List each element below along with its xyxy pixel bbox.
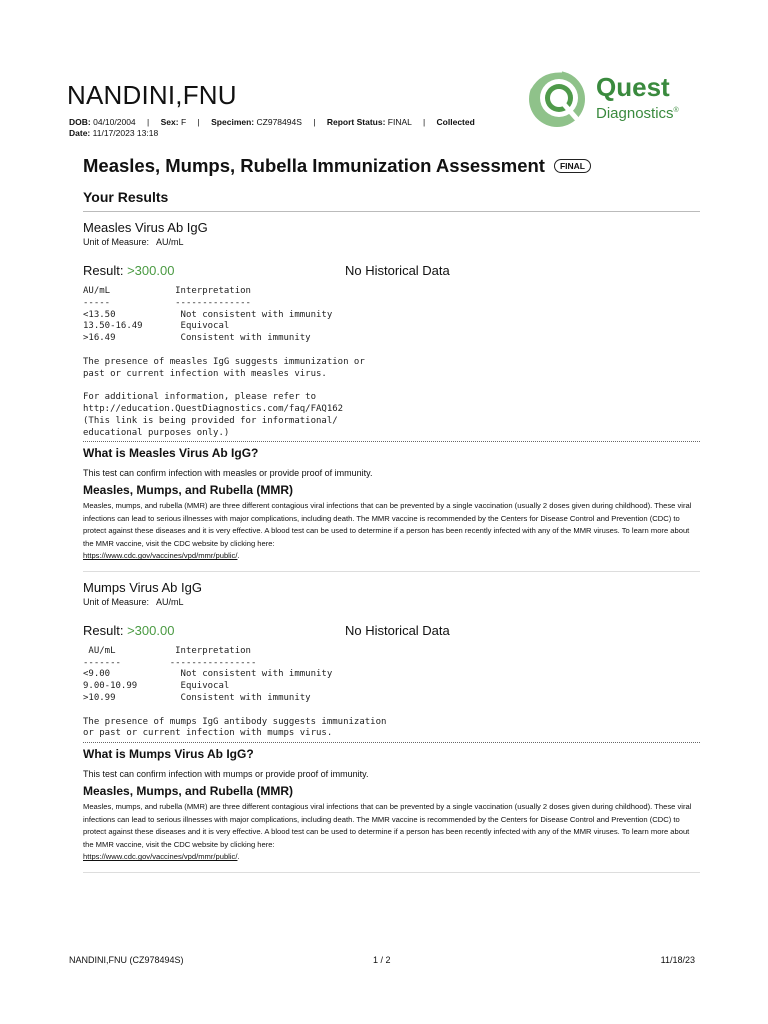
- unit-of-measure: [83, 596, 700, 608]
- registered-mark: ®: [673, 107, 679, 114]
- unit-label: Unit of Measure:: [83, 237, 150, 247]
- date-label: Date:: [69, 128, 91, 138]
- test-mumps: [83, 580, 700, 873]
- result: [83, 263, 345, 279]
- specimen-value: CZ978494S: [256, 117, 302, 127]
- cdc-link[interactable]: https://www.cdc.gov/vaccines/vpd/mmr/public/: [83, 852, 238, 862]
- patient-meta: [69, 117, 519, 139]
- dob-label: DOB:: [69, 117, 91, 127]
- mmr-heading: Measles, Mumps, and Rubella (MMR): [83, 784, 294, 799]
- report-status-value: FINAL: [387, 117, 412, 127]
- footer-patient: NANDINI,FNU (CZ978494S): [69, 955, 184, 965]
- mmr-text: Measles, mumps, and rubella (MMR) are three different contagious viral infections that can be prevented by a single vaccination (usually 2 doses given during childhood). These viral infections can lead to serious illnesses with major complications, including death. The MMR vaccine is recommended by the Centers for Disease Control and Prevention (CDC) to protect against these diseases and it is very effective. A blood test can be used to determine if a person has been recently infected with any of the MMR viruses. To learn more about the MMR vaccine, visit the CDC website by clicking here:: [83, 501, 692, 548]
- cdc-link[interactable]: https://www.cdc.gov/vaccines/vpd/mmr/public/: [83, 551, 238, 561]
- test-answer: This test can confirm infection with mumps or provide proof of immunity.: [83, 769, 369, 780]
- separator: |: [422, 117, 426, 127]
- divider: [83, 872, 700, 873]
- logo-word-quest: Quest: [596, 72, 670, 102]
- footer-date: 11/18/23: [660, 955, 695, 965]
- report-status-label: Report Status:: [326, 117, 386, 127]
- unit-value: AU/mL: [156, 237, 184, 247]
- unit-value: AU/mL: [156, 596, 184, 607]
- separator: |: [197, 117, 200, 127]
- specimen-label: Specimen:: [211, 117, 255, 127]
- result-row: [83, 623, 700, 639]
- test-name: Mumps Virus Ab IgG: [83, 579, 202, 595]
- link-period: .: [237, 551, 240, 561]
- sex-label: Sex:: [160, 117, 179, 127]
- test-measles: [83, 220, 700, 572]
- your-results-heading: Your Results: [83, 189, 700, 212]
- result-value: >300.00: [127, 263, 175, 278]
- collected-label: Collected: [436, 117, 475, 127]
- mmr-description: [83, 500, 700, 563]
- unit-of-measure: [83, 236, 700, 248]
- unit-label: Unit of Measure:: [83, 596, 150, 607]
- result: [83, 623, 345, 639]
- dob-value: 04/10/2004: [93, 117, 136, 127]
- result-label: Result:: [83, 622, 124, 638]
- patient-name: NANDINI,FNU: [67, 80, 237, 110]
- test-question: What is Measles Virus Ab IgG?: [83, 446, 259, 461]
- dotted-divider: [83, 441, 700, 442]
- footer-page-number: 1 / 2: [373, 955, 391, 965]
- separator: |: [147, 117, 150, 127]
- final-badge: FINAL: [554, 159, 591, 173]
- result-label: Result:: [83, 263, 124, 278]
- reference-ranges: AU/mL Interpretation ------- ---------------- <9.00 Not consistent with immunity 9.00-10.99 Equivocal >10.99 Consistent with immunity The presence of mumps IgG antibody suggests immunization or past or current infection with mumps virus.: [83, 645, 387, 739]
- quest-logo-icon: [526, 68, 588, 130]
- reference-ranges: AU/mL Interpretation ----- -------------- <13.50 Not consistent with immunity 13.50-16.49 Equivocal >16.49 Consistent with immunity The presence of measles IgG suggests immunization or past or current infection with measles virus. For additional information, please refer to http://education.QuestDiagnostics.com/faq/FAQ162 (This link is being provided for informational/ educational purposes only.): [83, 286, 365, 438]
- report-title-text: Measles, Mumps, Rubella Immunization Assessment: [83, 155, 545, 176]
- quest-logo: [526, 68, 706, 130]
- sex-value: F: [180, 117, 187, 127]
- report-title: [83, 152, 700, 180]
- divider: [83, 571, 700, 572]
- mmr-heading: Measles, Mumps, and Rubella (MMR): [83, 483, 294, 498]
- mmr-text: Measles, mumps, and rubella (MMR) are three different contagious viral infections that can be prevented by a single vaccination (usually 2 doses given during childhood). These viral infections can lead to serious illnesses with major complications, including death. The MMR vaccine is recommended by the Centers for Disease Control and Prevention (CDC) to protect against these diseases and it is very effective. A blood test can be used to determine if a person has been recently infected with any of the MMR viruses. To learn more about the MMR vaccine, visit the CDC website by clicking here:: [83, 802, 692, 849]
- separator: |: [313, 117, 316, 127]
- link-period: .: [237, 852, 240, 862]
- historical-data: No Historical Data: [345, 263, 450, 278]
- collected-date: 11/17/2023 13:18: [92, 128, 159, 138]
- mmr-description: [83, 801, 700, 864]
- test-answer: This test can confirm infection with measles or provide proof of immunity.: [83, 468, 373, 479]
- logo-diagnostics-text: Diagnostics: [596, 105, 674, 122]
- test-question: What is Mumps Virus Ab IgG?: [83, 747, 254, 762]
- result-row: [83, 263, 700, 279]
- logo-word-diagnostics: [596, 103, 679, 122]
- historical-data: No Historical Data: [345, 622, 450, 638]
- report-content: [83, 152, 700, 873]
- result-value: >300.00: [127, 622, 175, 638]
- dotted-divider: [83, 742, 700, 743]
- test-name: Measles Virus Ab IgG: [83, 220, 208, 235]
